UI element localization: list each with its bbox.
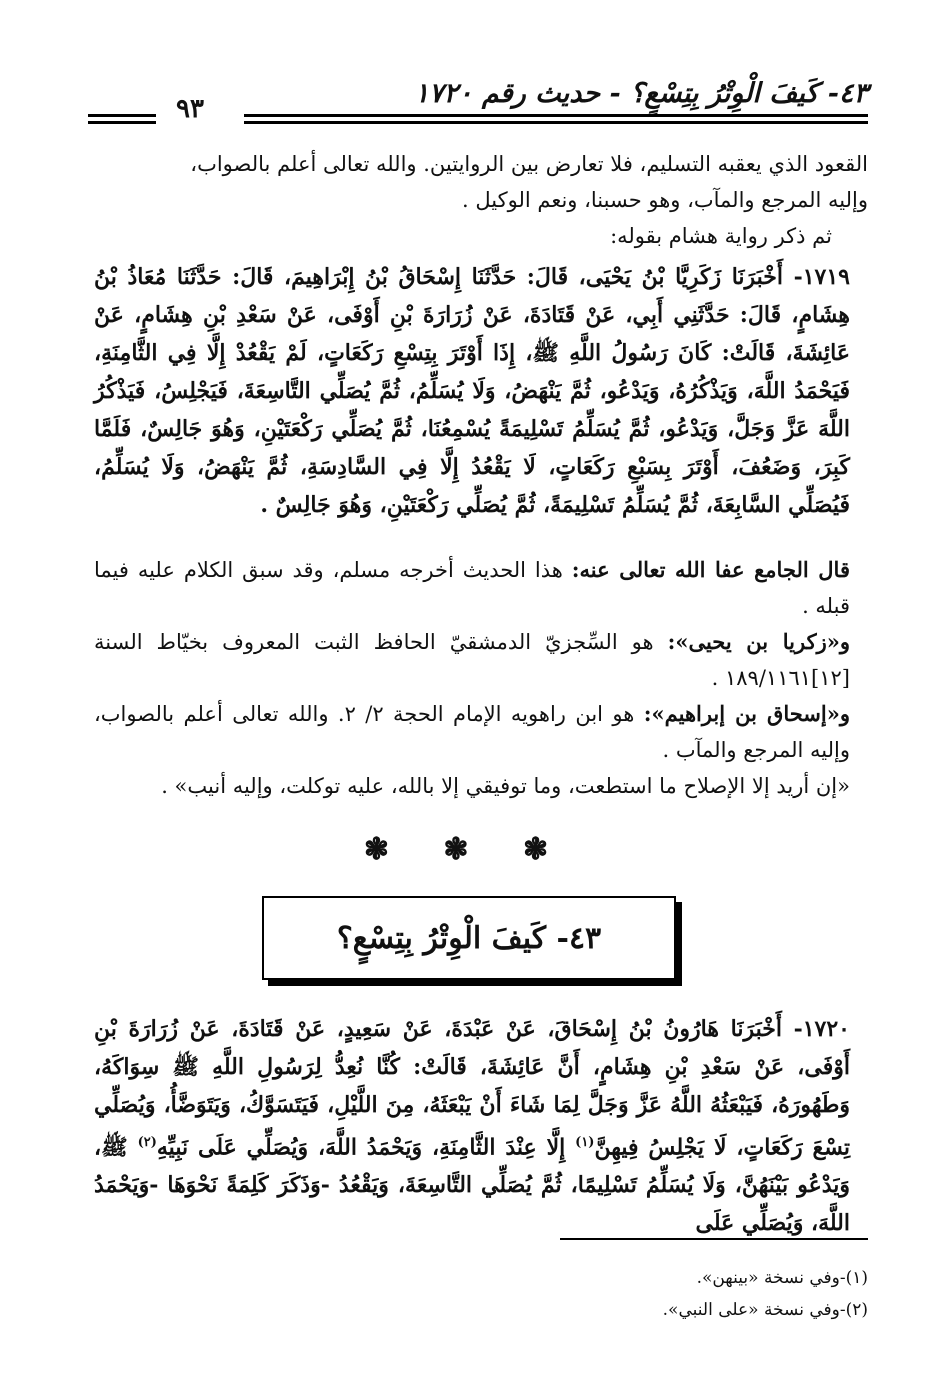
section-separator: ❃ ❃ ❃ [363, 832, 571, 867]
text-line: وإليه المرجع والمآب، وهو حسبنا، ونعم الوكيل . [462, 188, 868, 212]
hadith-1720 [94, 1010, 868, 1242]
commentary-text: هذا الحديث أخرجه مسلم، وقد سبق الكلام عليه فيما قبله . [94, 558, 850, 618]
header-rule-short-top [88, 114, 156, 117]
footnote-ref-1: (١) [575, 1135, 595, 1150]
text-line: ثم ذكر رواية هشام بقوله: [610, 224, 832, 248]
page-number: ٩٣ [176, 94, 204, 124]
hadith-text-part: ١٧٢٠- أَخْبَرَنَا هَارُونُ بْنُ إِسْحَاقَ، عَنْ عَبْدَةَ، عَنْ سَعِيدٍ، عَنْ قَتَادَةَ، عَنْ زُرَارَةَ بْنِ أَوْفَى، عَنْ سَعْدِ بْنِ هِشَامٍ، أَنَّ عَائِشَةَ، قَالَتْ: كُنَّا نُعِدُّ لِرَسُولِ اللَّهِ ﷺ سِوَاكَهُ، وَطَهُورَهُ، فَيَبْعَثُهُ اللَّهُ عَزَّ وَجَلَّ لِمَا شَاءَ أَنْ يَبْعَثَهُ، مِنَ اللَّيْلِ، فَيَتَسَوَّكُ، وَيَتَوَضَّأُ، وَيُصَلِّي تِسْعَ رَكَعَاتٍ، لَا يَجْلِسُ فِيهِنَّ [94, 1016, 850, 1161]
commentary-lead: قال الجامع عفا الله تعالى عنه: [571, 557, 850, 582]
hadith-text-part: إِلَّا عِنْدَ الثَّامِنَةِ، وَيَحْمَدُ اللَّهَ، وَيُصَلِّي عَلَى نَبِيِّهِ [156, 1134, 576, 1161]
header-rule-long-bottom [244, 121, 868, 124]
footnote: (٢)-وفي نسخة «على النبي». [662, 1300, 868, 1320]
chapter-title: ٤٣- كَيفَ الْوِتْرُ بِتِسْعٍ؟ [336, 920, 602, 956]
commentary-lead: و«إسحاق بن إبراهيم»: [643, 701, 850, 726]
commentary-lead: و«زكريا بن يحيى»: [667, 629, 850, 654]
commentary [94, 552, 868, 804]
running-header-title: ٤٣- كَيفَ الْوِتْرُ بِتِسْعٍ؟ - حديث رقم ١٧٢٠ [414, 78, 868, 109]
footnotes [468, 1262, 868, 1326]
commentary-text: هو ابن راهويه الإمام الحجة ٢/ ٢. والله تعالى أعلم بالصواب، وإليه المرجع والمآب . [94, 702, 850, 762]
commentary-paragraph [94, 552, 868, 624]
header-rule-short-bottom [88, 121, 156, 124]
text-line: القعود الذي يعقبه التسليم، فلا تعارض بين الروايتين. والله تعالى أعلم بالصواب، [190, 152, 868, 176]
header-rule-long-top [244, 114, 868, 117]
hadith-text: ١٧١٩- أَخْبَرَنَا زَكَرِيَّا بْنُ يَحْيَى، قَالَ: حَدَّثَنَا إِسْحَاقُ بْنُ إِبْرَاهِيمَ، قَالَ: حَدَّثَنَا مُعَاذُ بْنُ هِشَامٍ، قَالَ: حَدَّثَنِي أَبِي، عَنْ قَتَادَةَ، عَنْ زُرَارَةَ بْنِ أَوْفَى، عَنْ سَعْدِ بْنِ هِشَامٍ، عَنْ عَائِشَةَ، قَالَتْ: كَانَ رَسُولُ اللَّهِ ﷺ، إِذَا أَوْتَرَ بِتِسْعِ رَكَعَاتٍ، لَمْ يَقْعُدْ إِلَّا فِي الثَّامِنَةِ، فَيَحْمَدُ اللَّهَ، وَيَذْكُرُهُ، وَيَدْعُو، ثُمَّ يَنْهَضُ، وَلَا يُسَلِّمُ، ثُمَّ يُصَلِّي التَّاسِعَةَ، فَيَجْلِسُ، فَيَذْكُرُ اللَّهَ عَزَّ وَجَلَّ، وَيَدْعُو، ثُمَّ يُسَلِّمُ تَسْلِيمَةً يُسْمِعُنَا، ثُمَّ يُصَلِّي رَكْعَتَيْنِ، وَهُوَ جَالِسٌ، فَلَمَّا كَبِرَ، وَضَعُفَ، أَوْتَرَ بِسَبْعِ رَكَعَاتٍ، لَا يَقْعُدُ إِلَّا فِي السَّادِسَةِ، ثُمَّ يَنْهَضُ، وَلَا يُسَلِّمُ، فَيُصَلِّي السَّابِعَةَ، ثُمَّ يُسَلِّمُ تَسْلِيمَةً، ثُمَّ يُصَلِّي رَكْعَتَيْنِ، وَهُوَ جَالِسٌ . [94, 264, 850, 518]
hadith-text-part: ﷺ، وَيَدْعُو بَيْنَهُنَّ، وَلَا يُسَلِّمُ تَسْلِيمًا، ثُمَّ يُصَلِّي التَّاسِعَةَ، وَيَقْعُدُ -وَذَكَرَ كَلِمَةً نَحْوَهَا -وَيَحْمَدُ اللَّهَ، وَيُصَلِّي عَلَى [94, 1134, 850, 1237]
footnote: (١)-وفي نسخة «بينهن». [696, 1268, 868, 1288]
commentary-paragraph [94, 624, 868, 696]
chapter-heading-box [262, 896, 676, 980]
commentary-text: هو السِّجزيّ الدمشقيّ الحافظ الثبت المعروف بخيّاط السنة [١٢]١٨٩/١١٦١ . [94, 630, 850, 690]
hadith-text [94, 1010, 868, 1242]
top-paragraph [94, 146, 868, 254]
footnote-ref-2: (٢) [137, 1135, 157, 1150]
commentary-paragraph [94, 696, 868, 768]
hadith-1719 [94, 258, 868, 524]
footnote-separator [560, 1238, 868, 1240]
quran-quote: «إن أريد إلا الإصلاح ما استطعت، وما توفيقي إلا بالله، عليه توكلت، وإليه أنيب» . [161, 774, 850, 798]
